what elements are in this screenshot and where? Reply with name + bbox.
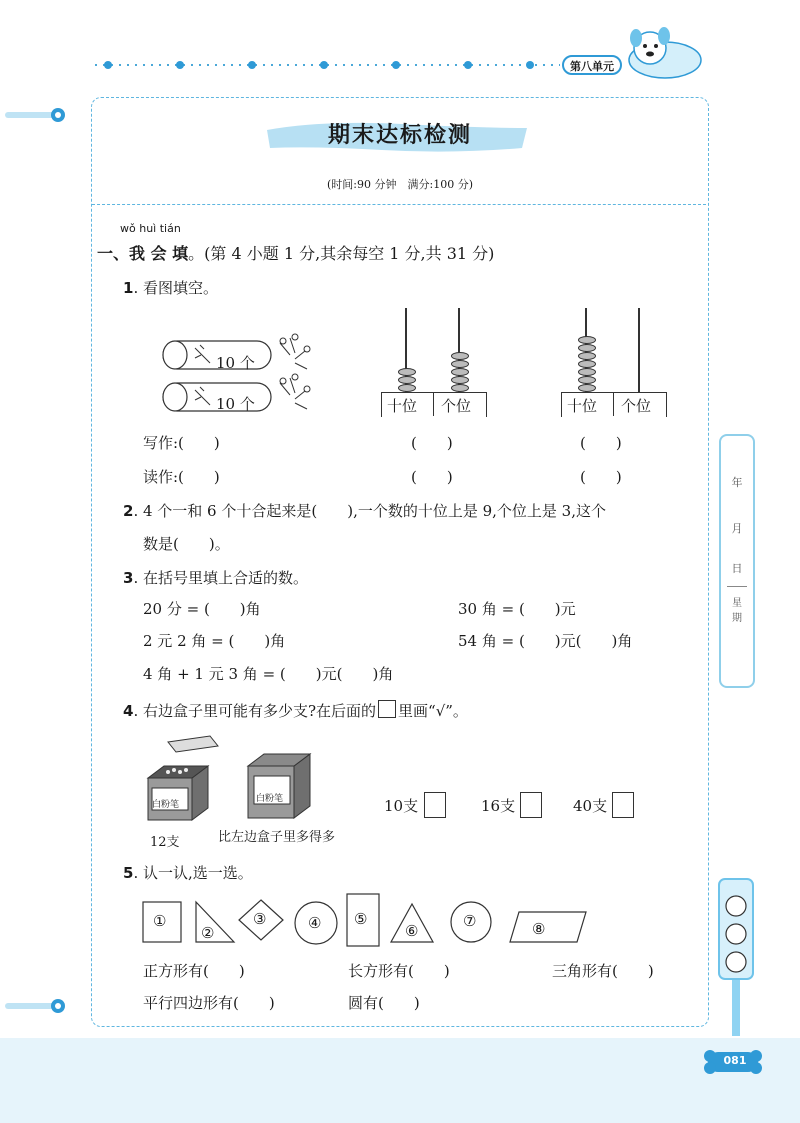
q3-item: 2 元 2 角 = ( )角: [143, 632, 286, 650]
triangle-answer[interactable]: 三角形有( ): [552, 962, 654, 980]
page-number: 081: [723, 1054, 747, 1067]
square-answer[interactable]: 正方形有( ): [143, 962, 245, 980]
unit-tag: 第八单元: [570, 60, 614, 73]
bundle-label-1: 10 个: [216, 354, 255, 372]
shape-label: ④: [308, 914, 322, 932]
shape-label: ⑥: [405, 922, 419, 940]
q5-number: 5: [123, 864, 134, 882]
content-frame: [91, 97, 709, 1027]
option-label: 16支: [481, 797, 516, 815]
shape-label: ③: [253, 910, 267, 928]
write-blank-a[interactable]: ( ): [411, 434, 453, 452]
inline-box-icon: [378, 700, 396, 718]
q5-text: . 认一认,选一选。: [133, 864, 253, 882]
title-divider: [92, 204, 706, 205]
ones-label: 个位: [441, 397, 472, 415]
shape-label: ⑧: [532, 920, 546, 938]
q3-item: 4 角 + 1 元 3 角 = ( )元( )角: [143, 665, 394, 683]
q3-item: 54 角 = ( )元( )角: [458, 632, 633, 650]
option-checkbox[interactable]: [520, 792, 542, 818]
bundle-label-2: 10 个: [216, 395, 255, 413]
read-label: 读作:( ): [143, 468, 220, 486]
page-title: 期末达标检测: [327, 123, 472, 148]
date-sidebar: [719, 434, 755, 688]
shape-label: ⑦: [463, 912, 477, 930]
section-note: 。(第 4 小题 1 分,其余每空 1 分,共 31 分): [188, 244, 495, 263]
box-label-left: 白粉笔: [152, 800, 180, 810]
tens-label: 十位: [567, 397, 598, 415]
header-decoration: [0, 0, 800, 100]
q2-line2: 数是( )。: [143, 535, 230, 553]
exam-meta: (时间:90 分钟 满分:100 分): [327, 178, 473, 191]
option-label: 40支: [573, 797, 608, 815]
q2-line1: . 4 个一和 6 个十合起来是( ),一个数的十位上是 9,个位上是 3,这个: [133, 502, 606, 520]
abacus-a: [381, 308, 487, 418]
traffic-light: [716, 876, 756, 1046]
tens-label: 十位: [387, 397, 418, 415]
read-blank-b[interactable]: ( ): [580, 468, 622, 486]
week-label: 星期: [732, 598, 742, 624]
right-box-caption: 比左边盒子里多得多: [218, 830, 336, 845]
left-decoration: [0, 100, 80, 1020]
box-label-right: 白粉笔: [256, 794, 284, 804]
day-label: 日: [731, 562, 743, 575]
circle-answer[interactable]: 圆有( ): [348, 994, 420, 1012]
chalk-boxes: [140, 732, 330, 832]
month-label: 月: [731, 522, 743, 535]
option-label: 10支: [384, 797, 419, 815]
q3-text: . 在括号里填上合适的数。: [133, 569, 308, 587]
write-blank-b[interactable]: ( ): [580, 434, 622, 452]
section-heading: 一、我 会 填: [97, 244, 189, 263]
q4-text-b: 里画“√”。: [398, 702, 468, 720]
write-label: 写作:( ): [143, 434, 220, 452]
bottom-band: [0, 1038, 800, 1123]
shape-label: ②: [201, 924, 215, 942]
left-box-caption: 12支: [150, 835, 180, 850]
q4-number: 4: [123, 702, 134, 720]
shape-label: ⑤: [354, 910, 368, 928]
read-blank-a[interactable]: ( ): [411, 468, 453, 486]
q2-number: 2: [123, 502, 134, 520]
q3-item: 30 角 = ( )元: [458, 600, 576, 618]
q4-text-a: . 右边盒子里可能有多少支?在后面的: [133, 702, 377, 720]
q1-number: 1: [123, 279, 134, 297]
puppy-icon: [629, 27, 701, 78]
rectangle-answer[interactable]: 长方形有( ): [348, 962, 450, 980]
q1-text: . 看图填空。: [133, 279, 218, 297]
parallelogram-answer[interactable]: 平行四边形有( ): [143, 994, 275, 1012]
section-pinyin: wǒ huì tián: [120, 222, 181, 235]
year-label: 年: [731, 476, 743, 489]
option-checkbox[interactable]: [612, 792, 634, 818]
q3-item: 20 分 = ( )角: [143, 600, 261, 618]
q3-number: 3: [123, 569, 134, 587]
shape-label: ①: [153, 912, 167, 930]
abacus-b: [561, 308, 667, 418]
option-checkbox[interactable]: [424, 792, 446, 818]
ones-label: 个位: [621, 397, 652, 415]
